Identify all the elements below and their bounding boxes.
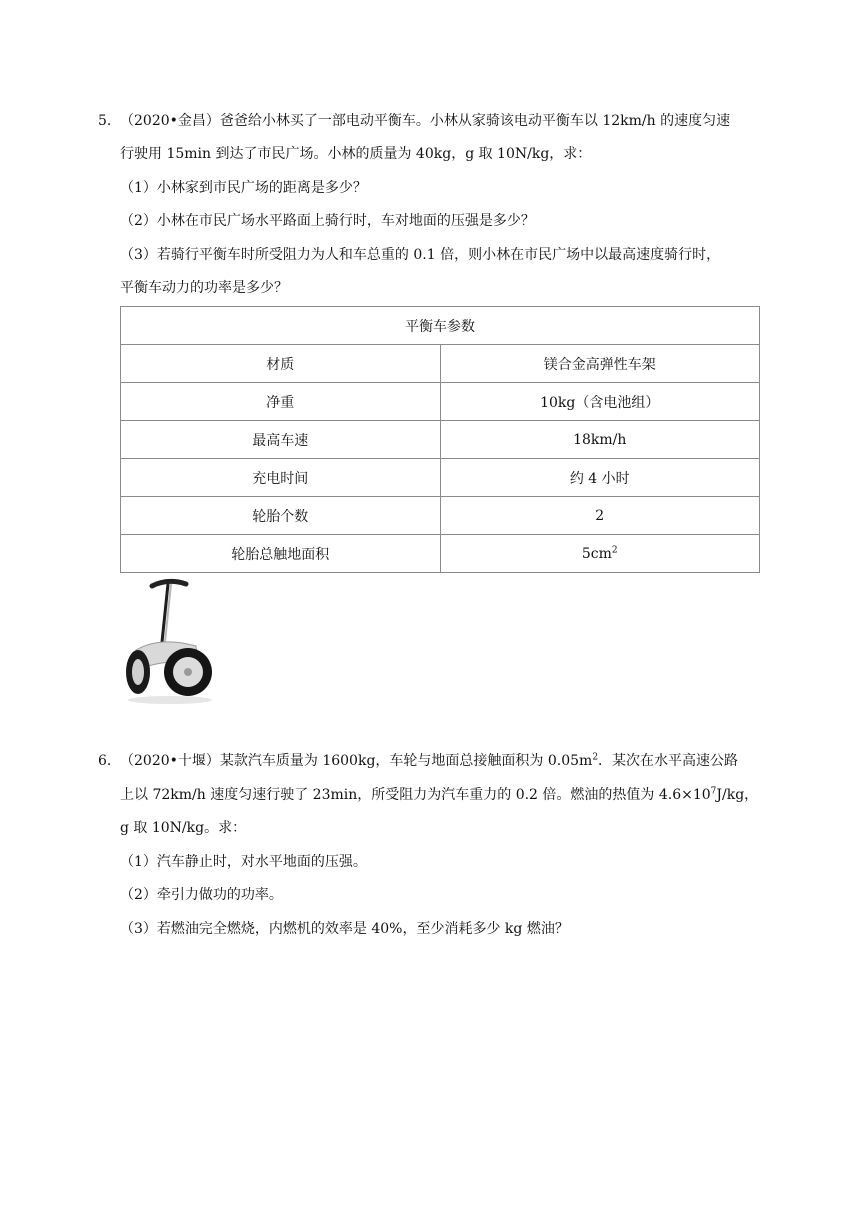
q6-stem-line2 [120,785,758,805]
q6-line1-tail: ．某次在水平高速公路 [598,753,739,769]
table-cell-value: 约 4 小时 [440,459,760,497]
table-cell-label: 轮胎总触地面积 [121,535,441,573]
table-cell-value: 镁合金高弹性车架 [440,345,760,383]
q5-number: 5． [98,113,121,129]
q6-line2-exponent: 7 [710,786,717,797]
table-row [121,535,760,573]
q6-sub2: （2）牵引力做功的功率。 [120,887,283,903]
contact-area-value: 5cm [581,545,612,562]
contact-area-exponent: 2 [611,544,618,555]
table-title-row [121,307,760,345]
q5-stem-line2: 行驶用 15min 到达了市民广场。小林的质量为 40kg，g 取 10N/kg，求： [120,146,592,162]
q6-stem-line1 [120,751,738,771]
table-cell-label: 材质 [121,345,441,383]
table-cell-value: 18km/h [440,421,760,459]
table-row [121,383,760,421]
table-cell-label: 最高车速 [121,421,441,459]
q6-line1-exponent: 2 [592,752,599,763]
table-title: 平衡车参数 [121,307,760,345]
q6-line1-text: （2020•十堰）某款汽车质量为 1600kg，车轮与地面总接触面积为 0.05m [120,753,593,769]
q6-sub3: （3）若燃油完全燃烧，内燃机的效率是 40%，至少消耗多少 kg 燃油？ [120,921,569,937]
table-cell-label: 充电时间 [121,459,441,497]
table-cell-label: 轮胎个数 [121,497,441,535]
table-row [121,459,760,497]
q5-stem-line1: （2020•金昌）爸爸给小林买了一部电动平衡车。小林从家骑该电动平衡车以 12km/h 的速度匀速 [120,113,731,129]
q5-sub3-line2: 平衡车动力的功率是多少？ [120,280,288,296]
balance-scooter-image [118,578,218,706]
q6-line2-text: 上以 72km/h 速度匀速行驶了 23min，所受阻力为汽车重力的 0.2 倍。燃油的热值为 4.6×10 [120,787,711,803]
table-row [121,345,760,383]
q5-sub1: （1）小林家到市民广场的距离是多少？ [120,180,367,196]
balance-scooter-params-table [120,306,760,573]
q5-sub2: （2）小林在市民广场水平路面上骑行时，车对地面的压强是多少？ [120,213,535,229]
table-cell-value: 10kg（含电池组） [440,383,760,421]
q6-stem-line3: g 取 10N/kg。求： [120,820,247,836]
q6-number: 6． [98,753,121,769]
table-cell-value [440,535,760,573]
q6-sub1: （1）汽车静止时，对水平地面的压强。 [120,854,367,870]
table-row [121,497,760,535]
q5-sub3-line1: （3）若骑行平衡车时所受阻力为人和车总重的 0.1 倍，则小林在市民广场中以最高速度骑行时， [120,247,721,263]
table-cell-label: 净重 [121,383,441,421]
q6-line2-tail: J/kg， [716,787,759,803]
table-row [121,421,760,459]
table-cell-value: 2 [440,497,760,535]
